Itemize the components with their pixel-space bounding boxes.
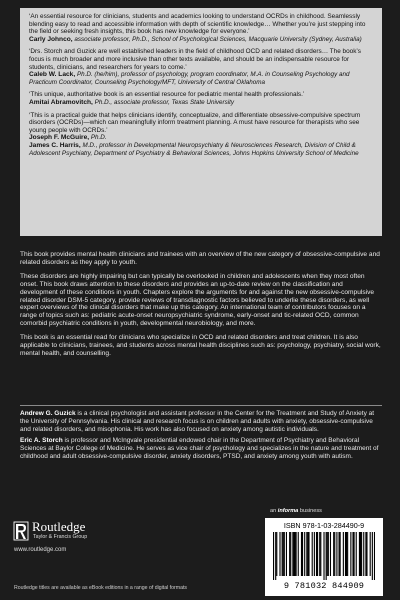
- barcode-bar: [314, 532, 315, 576]
- barcode-bar: [282, 532, 283, 576]
- barcode-bar: [320, 532, 321, 576]
- isbn-barcode: [265, 518, 383, 596]
- barcode-bar: [330, 532, 331, 576]
- barcode-digits: 9 781032 844909: [283, 581, 365, 591]
- barcode-bar: [359, 532, 360, 576]
- barcode-bar: [340, 532, 341, 576]
- description-paragraph: This book provides mental health clinicians and trainees with an overview of the new category of obsessive-compulsive and related disorders as they apply to youth.: [20, 251, 380, 266]
- barcode-bar: [296, 532, 297, 576]
- barcode-bar: [338, 532, 339, 576]
- barcode-bar: [365, 532, 366, 576]
- barcode-bar: [356, 532, 357, 576]
- barcode-bar: [292, 532, 293, 576]
- author-name: Eric A. Storch: [20, 437, 63, 445]
- barcode-bar: [361, 532, 362, 576]
- informa-brand: informa: [277, 508, 299, 514]
- ebook-note: Routledge titles are available as eBook editions in a range of digital formats: [14, 585, 188, 591]
- barcode-bar: [289, 532, 290, 576]
- endorsement: [29, 48, 374, 86]
- barcode-bar: [304, 532, 305, 576]
- endorsement-text: ‘Drs. Storch and Guzick are well established leaders in the field of childhood OCD and related disorders… The book’s focus is much broader and more inclusive than other texts available, and should be an indispensable resource for students, clinicians, and researchers for years to come.’: [29, 48, 361, 71]
- barcode-bar: [366, 532, 367, 576]
- endorser-role: Ph.D.: [90, 134, 107, 142]
- endorser-name: James C. Harris,: [29, 141, 81, 149]
- isbn-label: ISBN 978-1-03-284490-9: [283, 521, 365, 530]
- publisher-group: Taylor & Francis Group: [33, 534, 88, 540]
- routledge-logo-icon: [13, 521, 29, 541]
- tagline-prefix: an: [270, 508, 278, 514]
- endorsement-attribution: [29, 36, 374, 44]
- endorser-role: Ph.D. (he/him), professor of psychology, program coordinator, M.A. in Counseling Psychology and Practicum Coordinator, Counseling Psychology/MFT, University of Central Oklahoma: [29, 71, 350, 86]
- informa-tagline: [270, 508, 322, 514]
- barcode-bar: [350, 532, 351, 576]
- endorsement: [29, 13, 374, 43]
- author-bios: [20, 410, 382, 465]
- author-bio-text: is professor and McIngvale presidential endowed chair in the Department of Psychiatry and Behavioral Sciences at Baylor College of Medicine. He serves as vice chair of psychology and specializes in the nature and treatment of childhood and adult obsessive-compulsive disorder, anxiety disorders, PTSD, and anxiety among youth with autism.: [20, 437, 379, 460]
- barcode-bar: [360, 532, 361, 576]
- publisher-website[interactable]: www.routledge.com: [14, 547, 67, 553]
- barcode-bar: [276, 532, 277, 576]
- barcode-bar: [346, 532, 347, 576]
- endorser-name: Joseph F. McGuire,: [29, 134, 90, 142]
- barcode-bar: [301, 532, 302, 576]
- endorsement-attribution: [29, 99, 374, 107]
- barcode-bar: [307, 532, 308, 576]
- endorsement-text: ‘An essential resource for clinicians, students and academics looking to understand OCRDs in childhood. Seamlessly blending easy to read and accessible information with depth of scientific knowledge… Whether you’re just stepping into the field or seeking fresh insights, this book has new knowledge for everyone.’: [29, 13, 366, 36]
- endorsements-panel: [20, 8, 382, 236]
- description-paragraph: These disorders are highly impairing but can typically be overlooked in children and adolescents when they most often onset. This book draws attention to these disorders and provides an up-to-date review on the classification and development of these conditions in youth. Chapters explore the arguments for and against the new obsessive-compulsive related disorder DSM-5 category, provide reviews of transdiagnostic factors believed to underlie these disorders, as well expert overviews of the clinical disorders that make up this category. An international team of contributors focuses on a range of topics such as: pediatric acute-onset neuropsychiatric syndrome, early-onset and tic-related OCD, common comorbid psychiatric conditions in youth, developmental neurobiology, and more.: [20, 272, 375, 328]
- barcode-bar: [345, 532, 346, 576]
- endorsement-attribution: [29, 134, 374, 142]
- barcode-bar: [352, 532, 353, 576]
- endorsement-text: ‘This is a practical guide that helps clinicians identify, conceptualize, and differentiate obsessive-compulsive spectrum disorders (OCRDs)—which can meaningfully inform treatment planning. A must have resource for therapists who see young people with OCRDs.’: [29, 111, 361, 134]
- barcode-bar: [317, 532, 318, 576]
- barcode-bar: [370, 532, 371, 576]
- endorsement-attribution: [29, 71, 374, 86]
- endorser-name: Amitai Abramovitch,: [29, 98, 93, 106]
- barcode-bar: [273, 532, 274, 580]
- barcode-bar: [334, 532, 335, 576]
- barcode-bar: [336, 532, 337, 576]
- barcode-bar: [343, 532, 344, 576]
- endorsement-attribution: [29, 142, 374, 157]
- endorsement-text: ‘This unique, authoritative book is an essential resource for pediatric mental health professionals.’: [29, 91, 305, 99]
- endorser-role: associate professor, Ph.D., School of Psychological Sciences, Macquarie University (Sydney, Australia): [74, 35, 362, 43]
- barcode-bar: [283, 532, 284, 576]
- barcode-bar: [302, 532, 303, 576]
- endorser-role: M.D., professor in Developmental Neuropsychiatry & Neurosciences Research, Division of Child & Adolescent Psychiatry, Department of Psychiatry & Behavioral Sciences, Johns Hopkins University School of Medicine: [29, 141, 359, 157]
- barcode-bar: [328, 532, 329, 576]
- barcode-bar: [290, 532, 291, 576]
- author-bio: [20, 410, 382, 433]
- barcode-bar: [275, 532, 276, 580]
- author-bio-text: is a clinical psychologist and assistant professor in the Center for the Treatment and Study of Anxiety at the University of Pennsylvania. His clinical and research focus is on children and adults with anxiety, obsessive-compulsive and related disorders, and misophonia. His work has also focused on anxiety among autistic individuals.: [20, 410, 375, 433]
- publisher-logo: [13, 520, 109, 544]
- author-bio: [20, 437, 382, 460]
- barcode-bar: [279, 532, 280, 576]
- barcode-bar: [333, 532, 334, 576]
- barcode-bars: [273, 532, 375, 580]
- barcode-bar: [308, 532, 309, 576]
- endorser-name: Caleb W. Lack,: [29, 71, 76, 79]
- author-name: Andrew G. Guzick: [20, 410, 76, 417]
- barcode-bar: [347, 532, 348, 576]
- barcode-bar: [363, 532, 364, 576]
- publisher-name: Routledge: [32, 519, 86, 534]
- endorser-name: Carly Johnco,: [29, 35, 73, 43]
- barcode-bar: [312, 532, 313, 576]
- tagline-suffix: business: [298, 508, 322, 514]
- barcode-bar: [286, 532, 287, 576]
- barcode-bar: [284, 532, 285, 576]
- barcode-bar: [374, 532, 375, 580]
- book-description: [20, 251, 382, 364]
- endorsement: [29, 112, 374, 158]
- description-paragraph: This book is an essential read for clinicians who specialize in OCD and related disorders and treat children. It is also applicable to clinicians, trainees, and students across mental health disciplines such as: psychology, psychiatry, social work, mental health, and counselling.: [20, 334, 381, 357]
- barcode-bar: [372, 532, 373, 580]
- barcode-bar: [323, 532, 324, 580]
- barcode-bar: [326, 532, 327, 580]
- barcode-bar: [319, 532, 320, 576]
- barcode-bar: [293, 532, 294, 576]
- barcode-bar: [354, 532, 355, 576]
- barcode-bar: [294, 532, 295, 576]
- section-divider: [20, 405, 382, 406]
- endorser-role: Ph.D., associate professor, Texas State University: [94, 98, 235, 106]
- barcode-bar: [298, 532, 299, 576]
- barcode-bar: [306, 532, 307, 576]
- barcode-bar: [327, 532, 328, 576]
- barcode-bar: [316, 532, 317, 576]
- endorsement: [29, 91, 374, 106]
